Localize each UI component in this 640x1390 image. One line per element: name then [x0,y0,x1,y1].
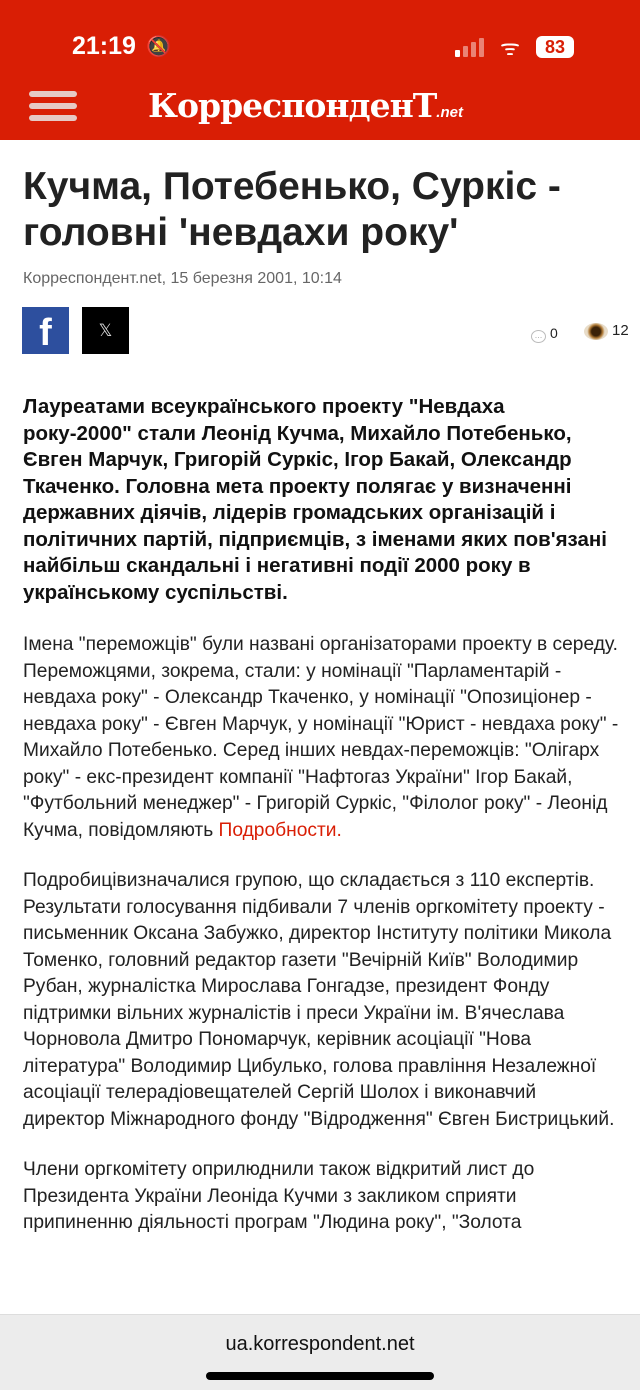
signal-icon [455,38,484,57]
header [0,0,640,140]
article-paragraph: Члени оргкомітету оприлюднили також відкритий лист до Президента України Леоніда Кучми з закликом сприяти припиненню діяльності програм "Людина року", "Золота [23,1159,535,1233]
status-time: 21:19 [72,32,136,60]
battery-indicator: 83 [536,36,574,58]
article-lead: Лауреатами всеукраїнського проекту "Невдаха року-2000" стали Леонід Кучма, Михайло Потебенько, Євген Марчук, Григорій Суркіс, Ігор Бакай, Олександр Ткаченко. Головна мета проекту полягає у визначенні державних діячів, лідерів громадських організацій і політичних партій, підприємців, з іменами яких пов'язані найбільш скандальні і негативні події 2000 року в українському суспільстві. [23,395,607,604]
home-indicator[interactable] [206,1372,434,1380]
wifi-icon: ᯤ [500,35,521,60]
eye-icon [584,323,608,340]
facebook-share-button[interactable]: f [22,307,69,354]
site-logo[interactable]: КорреспонденТ.net [148,86,463,125]
comments-count[interactable]: … 0 [531,325,558,343]
article-body [23,394,619,1261]
article-title: Кучма, Потебенько, Суркіс - головні 'невдахи року' [23,165,561,254]
comment-icon: … [531,330,546,343]
menu-button[interactable] [29,91,77,127]
article-meta: Корреспондент.net, 15 березня 2001, 10:14 [23,270,342,287]
url-field[interactable]: ua.korrespondent.net [225,1333,415,1355]
article-paragraph: Подробицівизначалися групою, що складається з 110 експертів. Результати голосування підбивали 7 членів оргкомітету проекту - письменник Оксана Забужко, директор Інституту політики Микола Томенко, головний редактор газети "Вечірній Київ" Володимир Рубан, журналістка Мирослава Гонгадзе, президент Фонду підтримки вільних журналістів і преси України ім. В'ячеслава Чорновола Дмитро Пономарчук, керівник асоціації "Нова література" Володимир Цибулько, голова правління Незалежної асоціації телерадіовещателей Сергій Шолох і виконавчий директор Міжнародного фонду "Відродження" Євген Бистрицький. [23,870,615,1130]
x-share-button[interactable]: 𝕏 [82,307,129,354]
silent-bell-icon: 🔕 [146,36,171,58]
source-link[interactable]: Подробности. [218,819,342,841]
browser-bar [0,1314,640,1390]
views-count: 12 [584,322,629,340]
article-paragraph: Імена "переможців" були названі організаторами проекту в середу. Переможцями, зокрема, стали: у номінації "Парламентарій - невдаха року" - Олександр Ткаченко, у номінації "Опозиціонер - невдаха року" - Євген Марчук, у номінації "Юрист - невдаха року" - Михайло Потебенько. Серед інших невдах-переможців: "Олігарх року" - екс-президент компанії "Нафтогаз України" Ігор Бакай, "Футбольний менеджер" - Григорій Суркіс, "Філолог року" - Леонід Кучма, повідомляють Подробности. [23,634,619,841]
